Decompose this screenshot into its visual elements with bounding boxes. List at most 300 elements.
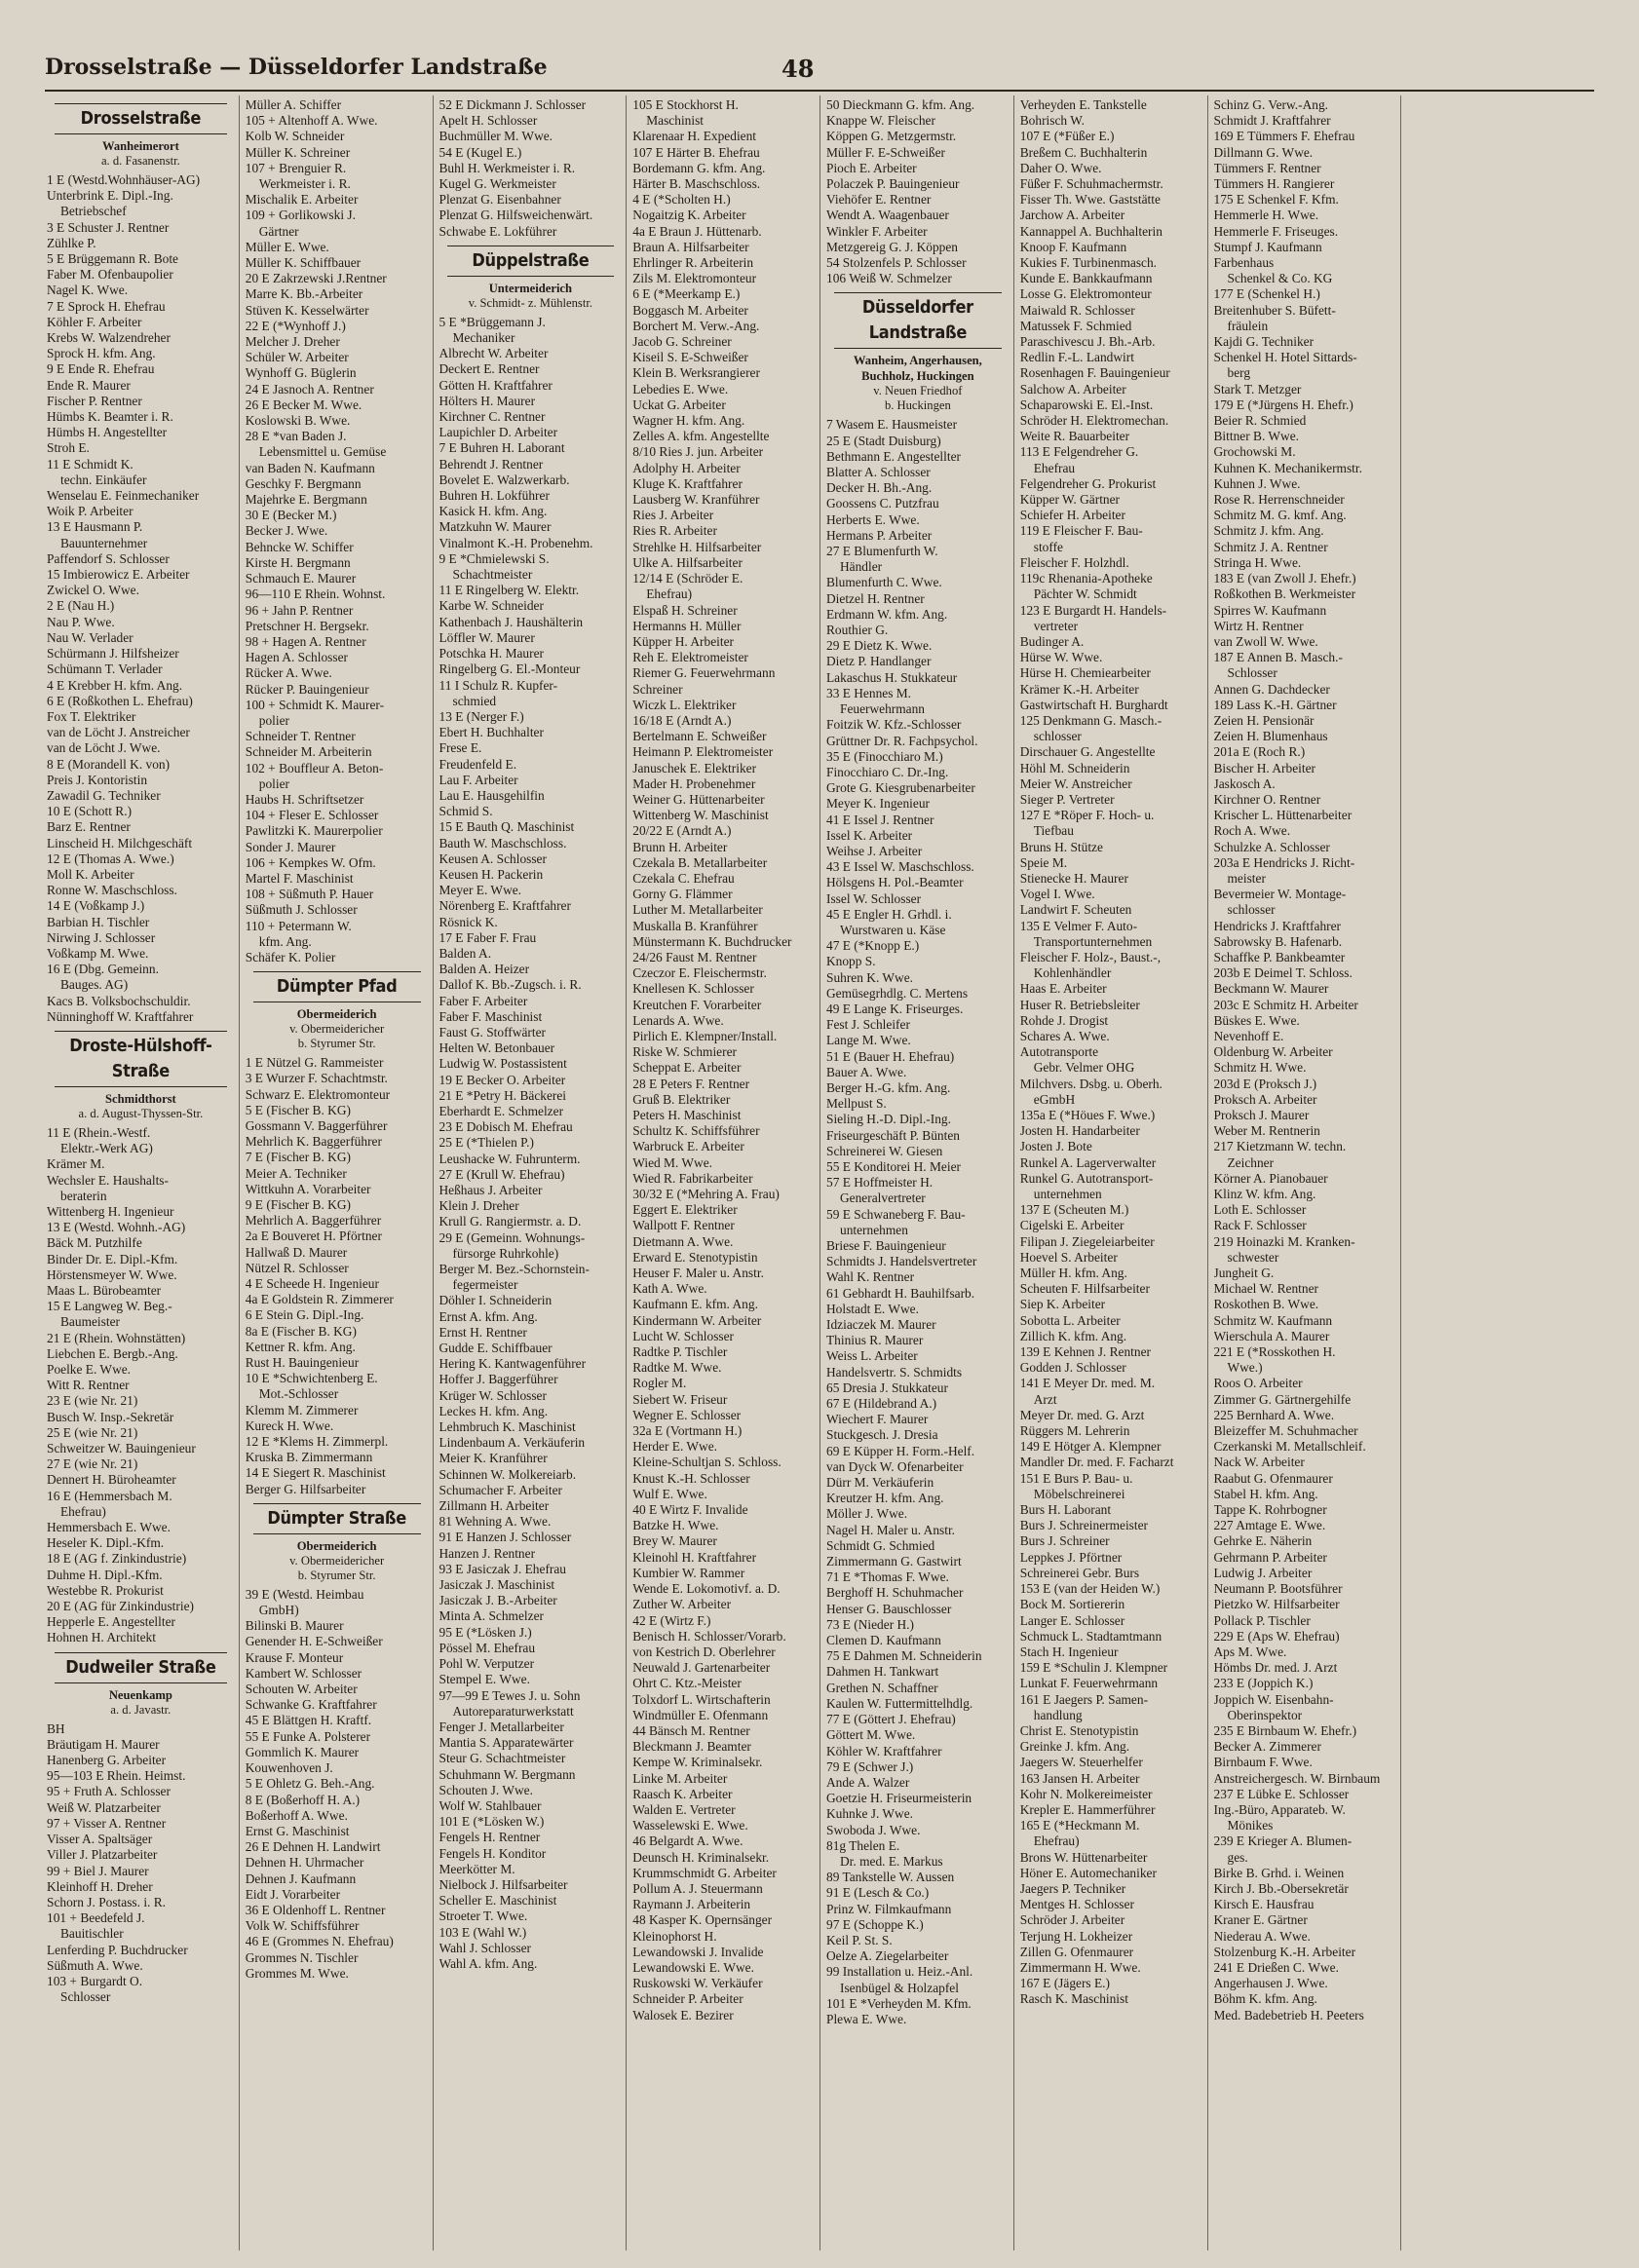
resident-entry: Sobotta L. Arbeiter [1019,1312,1121,1328]
resident-entry: 29 E (Gemeinn. Wohnungs- [438,1229,586,1245]
resident-entry: Fleischer F. Holz-, Baust.-, [1019,949,1162,964]
resident-entry: Kumbier W. Rammer [632,1565,745,1580]
resident-entry: Hemmerle F. Friseuges. [1213,223,1339,239]
resident-entry: 8a E (Fischer B. KG) [245,1323,357,1339]
resident-entry: 113 E Felgendreher G. [1019,444,1139,460]
resident-entry: 103 E (Wahl W.) [438,1924,527,1940]
resident-entry: Grethen N. Schaffner [826,1680,938,1695]
resident-entry: Hoffer J. Baggerführer [438,1372,558,1387]
resident-entry: 35 E (Finocchiaro M.) [826,748,943,764]
entry-continuation: Betriebschef [60,204,127,219]
resident-entry: Zimmermann H. Wwe. [1019,1959,1141,1975]
resident-entry: 21 E (Rhein. Wohnstätten) [47,1330,186,1345]
resident-entry: Budinger A. [1019,633,1085,649]
entry-continuation: Händler [840,559,883,575]
entry-continuation: stoffe [1033,539,1063,554]
resident-entry: Krischer L. Hüttenarbeiter [1213,808,1353,823]
resident-entry: Aps M. Wwe. [1213,1644,1287,1659]
resident-entry: Mentges H. Schlosser [1019,1897,1134,1912]
resident-entry: von Kestrich D. Oberlehrer [632,1644,776,1659]
resident-entry: Pössel M. Ehefrau [438,1640,536,1655]
resident-entry: Birnbaum F. Wwe. [1213,1755,1313,1770]
resident-entry: Blumenfurth C. Wwe. [826,575,942,590]
resident-entry: 151 E Burs P. Bau- u. [1019,1470,1133,1486]
entry-continuation: schlosser [1033,729,1082,744]
resident-entry: Kannappel A. Buchhalterin [1019,223,1163,239]
entry-continuation: Möbelschreinerei [1033,1486,1125,1501]
directory-column [239,95,433,2250]
resident-entry: 203d E (Proksch J.) [1213,1076,1317,1091]
resident-entry: Fest J. Schleifer [826,1017,910,1033]
resident-entry: 11 I Schulz R. Kupfer- [438,677,558,693]
resident-entry: Plewa E. Wwe. [826,2011,907,2026]
resident-entry: Köhler F. Arbeiter [47,314,142,329]
resident-entry: Böhm K. kfm. Ang. [1213,1991,1317,2007]
resident-entry: 237 E Lübke E. Schlosser [1213,1786,1350,1801]
resident-entry: Farbenhaus [1213,255,1275,271]
resident-entry: 24/26 Faust M. Rentner [632,949,757,964]
resident-entry: 219 Hoinazki M. Kranken- [1213,1233,1355,1249]
resident-entry: Decker H. Bh.-Ang. [826,480,933,496]
resident-entry: Lau F. Arbeiter [438,772,518,787]
resident-entry: Hümbs H. Angestellter [47,425,168,440]
resident-entry: Göttert M. Wwe. [826,1727,916,1743]
resident-entry: Zeien H. Pensionär [1213,712,1315,728]
resident-entry: Martel F. Maschinist [245,870,354,886]
resident-entry: Buhren H. Lokführer [438,488,550,504]
street-section-heading [55,1031,227,1121]
resident-entry: Gudde E. Schiffbauer [438,1341,553,1356]
resident-entry: Zwickel O. Wwe. [47,583,139,598]
entry-continuation: Wurstwaren u. Käse [840,922,946,937]
resident-entry: Keusen A. Schlosser [438,850,547,866]
resident-entry: Batzke H. Wwe. [632,1518,719,1533]
resident-entry: Walosek E. Bezirer [632,2007,734,2022]
resident-entry: Stolzenburg K.-H. Arbeiter [1213,1944,1356,1959]
resident-entry: Stach H. Ingenieur [1019,1644,1119,1659]
resident-entry: 27 E (Krull W. Ehefrau) [438,1166,565,1182]
resident-entry: 135 E Velmer F. Auto- [1019,918,1138,933]
resident-entry: Jasiczak J. Maschinist [438,1577,555,1593]
resident-entry: Peters H. Maschinist [632,1108,742,1122]
resident-entry: Busch W. Insp.-Sekretär [47,1409,174,1424]
resident-entry: Dirschauer G. Angestellte [1019,744,1156,760]
resident-entry: Heßhaus J. Arbeiter [438,1183,543,1197]
resident-entry: Nützel R. Schlosser [245,1260,349,1275]
resident-entry: Deunsch H. Kriminalsekr. [632,1849,770,1865]
resident-entry: Kambert W. Schlosser [245,1665,362,1681]
resident-entry: Mehrlich A. Baggerführer [245,1213,382,1228]
resident-entry: Dietzel H. Rentner [826,590,925,606]
resident-entry: 101 + Beedefeld J. [47,1910,145,1926]
resident-entry: 10 E (Schott R.) [47,804,133,819]
resident-entry: Kettner R. kfm. Ang. [245,1339,356,1354]
resident-entry: 119c Rhenania-Apotheke [1019,571,1153,586]
resident-entry: Klarenaar H. Expedient [632,129,757,144]
resident-entry: Süßmuth J. Schlosser [245,902,358,918]
resident-entry: Apelt H. Schlosser [438,113,538,129]
resident-entry: Lenferding P. Buchdrucker [47,1942,188,1957]
resident-entry: Volk W. Schiffsführer [245,1918,360,1934]
resident-entry: Meyer Dr. med. G. Arzt [1019,1407,1145,1422]
resident-entry: 55 E Konditorei H. Meier [826,1158,961,1174]
resident-entry: Wynhoff G. Büglerin [245,365,357,381]
resident-entry: 28 E *van Baden J. [245,429,347,444]
resident-entry: Vinalmont K.-H. Probenehm. [438,535,593,550]
resident-entry: Müller E. Wwe. [245,239,329,254]
resident-entry: 77 E (Göttert J. Ehefrau) [826,1712,956,1727]
resident-entry: Mantia S. Apparatewärter [438,1735,574,1751]
resident-entry: Maiwald R. Schlosser [1019,302,1135,318]
resident-entry: Hümbs K. Beamter i. R. [47,409,173,425]
entry-continuation: Ehefrau) [646,586,693,602]
street-section-heading [55,1652,227,1718]
resident-entry: Knopp S. [826,954,876,969]
resident-entry: Heimann P. Elektromeister [632,744,774,760]
resident-entry: Tolxdorf L. Wirtschafterin [632,1691,771,1707]
entry-continuation: Feuerwehrmann [840,701,926,717]
resident-entry: 13 E (Nerger F.) [438,708,524,724]
resident-entry: Schweitzer W. Bauingenieur [47,1441,196,1456]
entry-continuation: unternehmen [1033,1187,1102,1202]
resident-entry: 30 E (Becker M.) [245,508,337,523]
resident-entry: Zelles A. kfm. Angestellte [632,429,770,444]
resident-entry: 201a E (Roch R.) [1213,744,1306,760]
entry-continuation: Tiefbau [1033,823,1074,839]
resident-entry: Bischer H. Arbeiter [1213,760,1315,775]
resident-entry: Grommes M. Wwe. [245,1965,349,1981]
resident-entry: Plenzat G. Eisenbahner [438,192,561,208]
street-name: Dümpter Straße [253,1503,421,1534]
entry-continuation: Autoreparaturwerkstatt [452,1703,574,1719]
resident-entry: 67 E (Hildebrand A.) [826,1396,937,1412]
resident-entry: Schaffke P. Bankbeamter [1213,949,1346,964]
resident-entry: Bruns H. Stütze [1019,839,1103,854]
resident-entry: Hering K. Kantwagenführer [438,1356,587,1372]
resident-entry: 40 E Wirtz F. Invalide [632,1502,748,1518]
resident-entry: Tappe K. Rohrbogner [1213,1502,1327,1518]
directory-column [626,95,820,2250]
resident-entry: Potschka H. Maurer [438,646,544,662]
resident-entry: 95 E (*Lösken J.) [438,1624,532,1640]
resident-entry: Redlin F.-L. Landwirt [1019,350,1134,365]
resident-entry: Krull G. Rangiermstr. a. D. [438,1214,582,1229]
resident-entry: Matzkuhn W. Maurer [438,519,552,535]
page-title: Drosselstraße — Düsseldorfer Landstraße [45,55,548,80]
resident-entry: Spirres W. Kaufmann [1213,602,1327,618]
resident-entry: Lehmbruch K. Maschinist [438,1419,576,1435]
resident-entry: 97 + Visser A. Rentner [47,1815,167,1831]
page-number: 48 [781,55,815,83]
resident-entry: 69 E Küpper H. Form.-Helf. [826,1443,975,1458]
street-extent: b. Styrumer Str. [297,1568,376,1582]
resident-entry: Gorny G. Flämmer [632,887,733,902]
resident-entry: 169 E Tümmers F. Ehefrau [1213,129,1355,144]
resident-entry: Kaulen W. Futtermittelhdlg. [826,1695,973,1711]
resident-entry: Goetzie H. Friseurmeisterin [826,1791,972,1806]
resident-entry: Hagen A. Schlosser [245,650,348,665]
resident-entry: 95 + Fruth A. Schlosser [47,1784,171,1799]
resident-entry: van Zwoll W. Wwe. [1213,633,1318,649]
resident-entry: Schulzke A. Schlosser [1213,839,1330,854]
resident-entry: Bohrisch W. [1019,113,1085,129]
resident-entry: 9 E Ende R. Ehefrau [47,361,155,377]
resident-entry: Czekala C. Ehefrau [632,870,735,886]
entry-continuation: eGmbH [1033,1091,1076,1107]
resident-entry: Mandler Dr. med. F. Facharzt [1019,1455,1174,1470]
resident-entry: Ehrlinger R. Arbeiterin [632,255,754,271]
resident-entry: Fischer P. Rentner [47,393,142,408]
resident-entry: 23 E (wie Nr. 21) [47,1393,138,1409]
resident-entry: Winkler F. Arbeiter [826,223,928,239]
resident-entry: Christ E. Stenotypistin [1019,1722,1139,1738]
resident-entry: Radtke P. Tischler [632,1344,728,1360]
resident-entry: Schaparowski E. El.-Inst. [1019,397,1154,412]
resident-entry: Kunde E. Bankkaufmann [1019,271,1153,286]
resident-entry: Handelsvertr. S. Schmidts [826,1364,963,1380]
resident-entry: Wittenberg W. Maschinist [632,808,769,823]
resident-entry: Fenger J. Metallarbeiter [438,1719,564,1734]
resident-entry: Linke M. Arbeiter [632,1770,728,1786]
entry-continuation: Bauunternehmer [60,535,148,550]
resident-entry: Huser R. Betriebsleiter [1019,997,1140,1012]
resident-entry: Schröder H. Elektromechan. [1019,413,1169,429]
resident-entry: 7 Wasem E. Hausmeister [826,417,958,433]
resident-entry: Koslowski B. Wwe. [245,413,351,429]
resident-entry: Vogel I. Wwe. [1019,887,1095,902]
resident-entry: 7 E Buhren H. Laborant [438,440,565,456]
resident-entry: Kohr N. Molkereimeister [1019,1786,1153,1801]
resident-entry: Dehnen H. Uhrmacher [245,1855,364,1871]
resident-entry: 5 E (Fischer B. KG) [245,1102,351,1117]
entry-continuation: Bauges. AG) [60,977,129,993]
resident-entry: Sabrowsky B. Hafenarb. [1213,933,1343,949]
resident-entry: Heuser F. Maler u. Anstr. [632,1266,764,1281]
resident-entry: Küpper H. Arbeiter [632,633,734,649]
resident-entry: Nörenberg E. Kraftfahrer [438,898,571,914]
entry-continuation: Werkmeister i. R. [258,176,351,192]
resident-entry: 8 E (Morandell K. von) [47,756,171,772]
resident-entry: 189 Lass K.-H. Gärtner [1213,697,1337,712]
resident-entry: Januschek E. Elektriker [632,760,757,775]
resident-entry: Brey W. Maurer [632,1533,717,1549]
resident-entry: Berghoff H. Schuhmacher [826,1585,964,1601]
entry-continuation: meister [1227,870,1266,886]
resident-entry: Schmidts J. Handelsvertreter [826,1254,977,1269]
resident-entry: 52 E Dickmann J. Schlosser [438,97,587,112]
resident-entry: Weiß W. Platzarbeiter [47,1799,161,1815]
resident-entry: 20 E (AG für Zinkindustrie) [47,1599,194,1614]
resident-entry: 28 E Peters F. Rentner [632,1076,750,1091]
resident-entry: Boßerhoff A. Wwe. [245,1807,348,1823]
resident-entry: Matussek F. Schmied [1019,318,1132,333]
street-section-heading [253,971,421,1051]
resident-entry: Czeczor E. Fleischermstr. [632,965,767,981]
resident-entry: Paffendorf S. Schlosser [47,550,170,566]
resident-entry: Krüger W. Schlosser [438,1387,547,1403]
resident-entry: Erward E. Stenotypistin [632,1249,758,1265]
resident-entry: 46 Belgardt A. Wwe. [632,1833,743,1849]
resident-entry: Rack F. Schlosser [1213,1218,1307,1233]
resident-entry: Luther M. Metallarbeiter [632,902,763,918]
resident-entry: 46 E (Grommes N. Ehefrau) [245,1934,394,1949]
resident-entry: 41 E Issel J. Rentner [826,812,934,827]
resident-entry: Schultz K. Schiffsführer [632,1123,760,1139]
resident-entry: Schreinerei W. Giesen [826,1143,943,1158]
entry-continuation: Schlosser [1227,665,1277,681]
resident-entry: Ebert H. Buchhalter [438,725,544,740]
resident-entry: Klein B. Werksrangierer [632,365,760,381]
resident-entry: 26 E Dehnen H. Landwirt [245,1839,381,1855]
resident-entry: Breßem C. Buchhalterin [1019,144,1148,160]
resident-entry: Ringelberg G. El.-Monteur [438,662,581,677]
resident-entry: 13 E (Westd. Wohnh.-AG) [47,1220,186,1235]
resident-entry: Barbian H. Tischler [47,914,150,929]
resident-entry: Filipan J. Ziegeleiarbeiter [1019,1233,1155,1249]
resident-entry: Mehrlich K. Baggerführer [245,1134,382,1150]
resident-entry: Leushacke W. Fuhrunterm. [438,1151,581,1166]
resident-entry: 33 E Hennes M. [826,685,912,700]
resident-entry: Barz E. Rentner [47,819,131,835]
resident-entry: Hoevel S. Arbeiter [1019,1249,1118,1265]
resident-entry: BH [47,1720,65,1736]
resident-entry: Greinke J. kfm. Ang. [1019,1739,1130,1755]
resident-entry: Burs H. Laborant [1019,1502,1112,1518]
resident-entry: Schwarz E. Elektromonteur [245,1086,391,1102]
resident-entry: Viller J. Platzarbeiter [47,1847,158,1863]
resident-entry: Götten H. Kraftfahrer [438,377,553,393]
resident-entry: Roßkothen B. Werkmeister [1213,586,1356,602]
resident-entry: Klein J. Dreher [438,1198,519,1214]
resident-entry: Wallpott F. Rentner [632,1218,735,1233]
resident-entry: Walden E. Vertreter [632,1801,736,1817]
resident-entry: Krause F. Monteur [245,1649,344,1665]
resident-entry: 1 E (Westd.Wohnhäuser-AG) [47,172,201,187]
resident-entry: Zeien H. Blumenhaus [1213,729,1328,744]
resident-entry: Ernst H. Rentner [438,1324,527,1340]
resident-entry: Angerhausen J. Wwe. [1213,1976,1328,1991]
resident-entry: Grommes N. Tischler [245,1949,359,1965]
resident-entry: 101 E *Verheyden M. Kfm. [826,1995,972,2011]
resident-entry: Ronne W. Maschschloss. [47,883,177,898]
resident-entry: 22 E (*Wynhoff J.) [245,318,346,333]
resident-entry: Faust G. Stoffwärter [438,1024,546,1040]
resident-entry: Meier K. Kranführer [438,1451,548,1466]
resident-entry: 179 E (*Jürgens H. Ehefr.) [1213,397,1353,412]
resident-entry: Sieger P. Vertreter [1019,791,1115,807]
resident-entry: Wolf W. Stahlbauer [438,1797,542,1813]
resident-entry: Bevermeier W. Montage- [1213,887,1347,902]
street-section-heading [253,1503,421,1583]
resident-entry: 203b E Deimel T. Schloss. [1213,965,1353,981]
resident-entry: 20/22 E (Arndt A.) [632,823,732,839]
resident-entry: Ludwig W. Postassistent [438,1056,567,1072]
resident-entry: Wied M. Wwe. [632,1154,713,1170]
resident-entry: Tümmers H. Rangierer [1213,176,1335,192]
resident-entry: Reh E. Elektromeister [632,650,748,665]
entry-continuation: Oberinspektor [1227,1707,1303,1722]
resident-entry: Visser A. Spaltsäger [47,1832,153,1847]
resident-entry: Schmitz M. G. kmf. Ang. [1213,508,1347,523]
resident-entry: Wittkuhn A. Vorarbeiter [245,1181,371,1196]
resident-entry: Knust K.-H. Schlosser [632,1470,750,1486]
resident-entry: Klemm M. Zimmerer [245,1402,359,1418]
directory-column [433,95,627,2250]
street-section-heading [447,246,615,311]
resident-entry: Wahl J. Schlosser [438,1940,532,1955]
resident-entry: Braun A. Hilfsarbeiter [632,239,749,254]
resident-entry: Foitzik W. Kfz.-Schlosser [826,717,962,733]
resident-entry: Küpper W. Gärtner [1019,492,1121,508]
resident-entry: 100 + Schmidt K. Maurer- [245,697,385,712]
entry-continuation: Zeichner [1227,1154,1275,1170]
resident-entry: Loth E. Schlosser [1213,1202,1307,1218]
resident-entry: Hanenberg G. Arbeiter [47,1753,167,1768]
resident-entry: Roos O. Arbeiter [1213,1376,1303,1391]
resident-entry: Milchvers. Dsbg. u. Oberh. [1019,1076,1163,1091]
resident-entry: Minta A. Schmelzer [438,1608,544,1624]
resident-entry: Wirtz H. Rentner [1213,618,1304,633]
resident-entry: Kuhnen J. Wwe. [1213,475,1301,491]
resident-entry: Czekala B. Metallarbeiter [632,854,768,870]
resident-entry: Zils M. Elektromonteur [632,271,757,286]
resident-entry: Müller K. Schreiner [245,144,351,160]
entry-continuation: Mönikes [1227,1818,1274,1833]
resident-entry: Terjung H. Lokheizer [1019,1928,1133,1944]
resident-entry: 11 E Ringelberg W. Elektr. [438,583,580,598]
resident-entry: Brunn H. Arbeiter [632,839,728,854]
resident-entry: Deckert E. Rentner [438,361,540,377]
resident-entry: 18 E (AG f. Zinkindustrie) [47,1551,187,1567]
resident-entry: 227 Amtage E. Wwe. [1213,1518,1326,1533]
resident-entry: Helten W. Betonbauer [438,1040,555,1056]
resident-entry: Losse G. Elektromonteur [1019,286,1152,302]
resident-entry: Poelke E. Wwe. [47,1362,132,1378]
resident-entry: 99 Installation u. Heiz.-Anl. [826,1964,973,1980]
resident-entry: 11 E Schmidt K. [47,456,133,472]
resident-entry: Polaczek P. Bauingenieur [826,176,960,192]
directory-columns [45,95,1594,2250]
resident-entry: Gehrmann P. Arbeiter [1213,1549,1327,1565]
resident-entry: Siep K. Arbeiter [1019,1297,1106,1312]
resident-entry: 81g Thelen E. [826,1837,900,1853]
resident-entry: Hohnen H. Architekt [47,1630,156,1645]
resident-entry: Breitenhuber S. Büfett- [1213,302,1336,318]
resident-entry: Liebchen E. Bergb.-Ang. [47,1345,178,1361]
resident-entry: 235 E Birnbaum W. Ehefr.) [1213,1722,1357,1738]
resident-entry: Joppich W. Eisenbahn- [1213,1691,1334,1707]
street-name: Düppelstraße [447,246,615,277]
street-extent: v. Obermeidericher [289,1022,385,1037]
resident-entry: Preis J. Kontoristin [47,772,148,787]
resident-entry: Stuckgesch. J. Dresia [826,1427,938,1443]
resident-entry: Bilinski B. Maurer [245,1618,344,1634]
resident-entry: Berger H.-G. kfm. Ang. [826,1079,951,1095]
resident-entry: 6 E Stein G. Dipl.-Ing. [245,1307,364,1323]
resident-entry: Albrecht W. Arbeiter [438,346,549,361]
resident-entry: Kacs B. Volksbochschuldir. [47,993,191,1008]
resident-entry: Süßmuth A. Wwe. [47,1957,143,1973]
resident-entry: Linscheid H. Milchgeschäft [47,835,193,850]
street-name: Drosselstraße [55,103,227,134]
entry-continuation: Ehefrau) [60,1503,106,1519]
resident-entry: Lewandowski J. Invalide [632,1944,764,1959]
resident-entry: Zuther W. Arbeiter [632,1597,732,1612]
resident-entry: Gemüsegrhdlg. C. Mertens [826,985,969,1001]
resident-entry: Höhl M. Schneiderin [1019,760,1130,775]
entry-continuation: beraterin [60,1188,107,1203]
resident-entry: Wechsler E. Haushalts- [47,1172,169,1188]
